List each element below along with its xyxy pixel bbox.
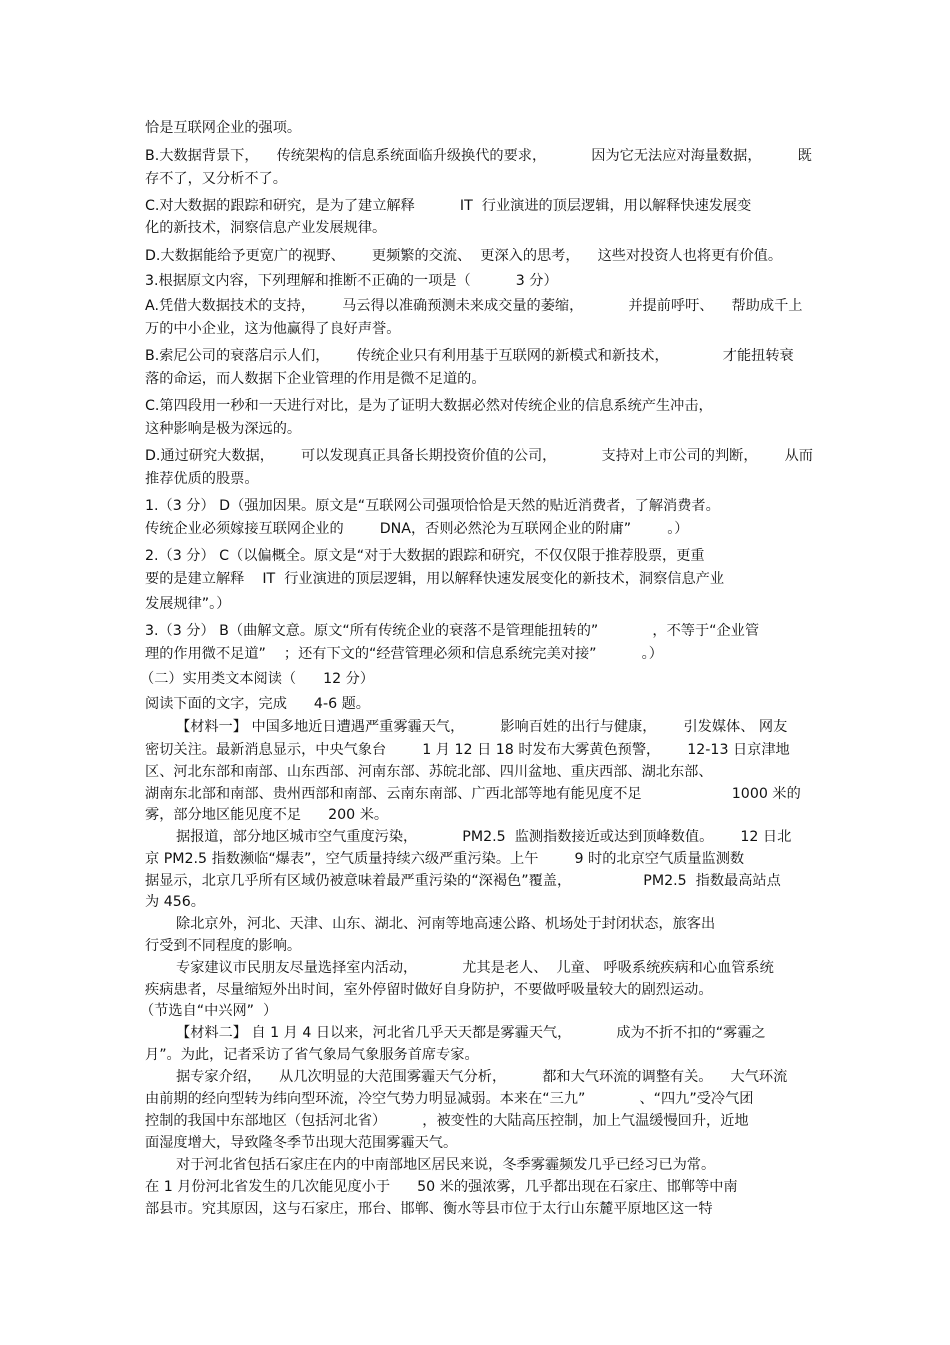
text-line: 恰是互联网企业的强项。 xyxy=(145,120,302,136)
paragraph-line: 据专家介绍， 从几次明显的大范围雾霾天气分析， 都和大气环流的调整有关。 大气环流 xyxy=(176,1069,788,1085)
text-line: 要的是建立解释 IT 行业演进的顶层逻辑，用以解释快速发展变化的新技术，洞察信息产业 xyxy=(145,571,725,587)
text-line: 由前期的经向型转为纬向型环流，冷空气势力明显减弱。本来在“三九” 、“四九”受冷气团 xyxy=(145,1091,754,1107)
text-line: 密切关注。最新消息显示，中央气象台 1 月 12 日 18 时发布大雾黄色预警， 12-13 日京津地 xyxy=(145,742,790,758)
paragraph-line: 专家建议市民朋友尽量选择室内活动， 尤其是老人、 儿童、 呼吸系统疾病和心血管系统 xyxy=(176,960,774,976)
text-line: 推荐优质的股票。 xyxy=(145,471,259,487)
section-heading: （二）实用类文本阅读（ 12 分） xyxy=(140,671,375,687)
option-b-line: B.大数据背景下， 传统架构的信息系统面临升级换代的要求， 因为它无法应对海量数据， 既 xyxy=(145,148,812,164)
text-line: 控制的我国中东部地区（包括河北省） ，被变性的大陆高压控制，加上气温缓慢回升，近地 xyxy=(145,1113,749,1129)
text-line: 化的新技术，洞察信息产业发展规律。 xyxy=(145,220,387,236)
text-line: 万的中小企业，这为他赢得了良好声誉。 xyxy=(145,321,401,337)
text-line: 这种影响是极为深远的。 xyxy=(145,421,302,437)
paragraph-line: 除北京外，河北、天津、山东、湖北、河南等地高速公路、机场处于封闭状态，旅客出 xyxy=(176,916,716,932)
answer-1-line: 1.（3 分） D（强加因果。原文是“互联网公司强项恰恰是天然的贴近消费者，了解消费者。 xyxy=(145,498,720,514)
option-c-line: C.对大数据的跟踪和研究，是为了建立解释 IT 行业演进的顶层逻辑，用以解释快速发展变 xyxy=(145,198,752,214)
text-line: 疾病患者，尽量缩短外出时间，室外停留时做好自身防护，不要做呼吸量较大的剧烈运动。 xyxy=(145,982,713,998)
text-line: 存不了，又分析不了。 xyxy=(145,171,287,187)
text-line: 落的命运，而人数据下企业管理的作用是微不足道的。 xyxy=(145,371,486,387)
answer-2-line: 2.（3 分） C（以偏概全。原文是“对于大数据的跟踪和研究，不仅仅限于推荐股票，更重 xyxy=(145,548,705,564)
option-d-line: D.大数据能给予更宽广的视野、 更频繁的交流、 更深入的思考， 这些对投资人也将更有价值。 xyxy=(145,248,783,264)
answer-3-line: 3.（3 分） B（曲解文意。原文“所有传统企业的衰落不是管理能扭转的” ，不等于“企业管 xyxy=(145,623,760,639)
text-line: 雾，部分地区能见度不足 200 米。 xyxy=(145,807,389,823)
text-line: 传统企业必须嫁接互联网企业的 DNA，否则必然沦为互联网企业的附庸” 。） xyxy=(145,521,689,537)
text-line: 据显示，北京几乎所有区域仍被意味着最严重污染的“深褐色”覆盖， PM2.5 指数最高站点 xyxy=(145,873,781,889)
source-note: （节选自“中兴网” ） xyxy=(140,1003,278,1019)
paragraph-line: 据报道，部分地区城市空气重度污染， PM2.5 监测指数接近或达到顶峰数值。 12 日北 xyxy=(176,829,792,845)
instruction-line: 阅读下面的文字，完成 4-6 题。 xyxy=(145,696,370,712)
text-line: 部县市。究其原因，这与石家庄，邢台、邯郸、衡水等县市位于太行山东麓平原地区这一特 xyxy=(145,1201,713,1217)
text-line: 月”。为此，记者采访了省气象局气象服务首席专家。 xyxy=(145,1047,479,1063)
option-d-line: D.通过研究大数据， 可以发现真正具备长期投资价值的公司， 支持对上市公司的判断， 从而 xyxy=(145,448,813,464)
option-b-line: B.索尼公司的衰落启示人们， 传统企业只有利用基于互联网的新模式和新技术， 才能扭转衰 xyxy=(145,348,794,364)
text-line: 发展规律”。） xyxy=(145,596,231,612)
paragraph-line: 对于河北省包括石家庄在内的中南部地区居民来说，冬季雾霾频发几乎已经习已为常。 xyxy=(176,1157,716,1173)
text-line: 京 PM2.5 指数濒临“爆表”，空气质量持续六级严重污染。上午 9 时的北京空气质量监测数 xyxy=(145,851,745,867)
option-a-line: A.凭借大数据技术的支持， 马云得以准确预测未来成交量的萎缩， 并提前呼吁、 帮助成千上 xyxy=(145,298,803,314)
text-line: 行受到不同程度的影响。 xyxy=(145,938,302,954)
text-line: 面湿度增大，导致隆冬季节出现大范围雾霾天气。 xyxy=(145,1135,458,1151)
material-2-line: 【材料二】 自 1 月 4 日以来，河北省几乎天天都是雾霾天气， 成为不折不扣的“雾霾之 xyxy=(176,1025,766,1041)
text-line: 理的作用微不足道” ；还有下文的“经营管理必须和信息系统完美对接” 。） xyxy=(145,646,663,662)
text-line: 区、河北东部和南部、山东西部、河南东部、苏皖北部、四川盆地、重庆西部、湖北东部、 xyxy=(145,764,713,780)
material-1-line: 【材料一】 中国多地近日遭遇严重雾霾天气， 影响百姓的出行与健康， 引发媒体、 网友 xyxy=(176,719,788,735)
text-line: 在 1 月份河北省发生的几次能见度小于 50 米的强浓雾，几乎都出现在石家庄、邯郸等中南 xyxy=(145,1179,738,1195)
text-line: 湖南东北部和南部、贵州西部和南部、云南东南部、广西北部等地有能见度不足 1000 米的 xyxy=(145,786,801,802)
option-c-line: C.第四段用一秒和一天进行对比，是为了证明大数据必然对传统企业的信息系统产生冲击， xyxy=(145,398,713,414)
question-3-stem: 3.根据原文内容，下列理解和推断不正确的一项是（ 3 分） xyxy=(145,273,558,289)
text-line: 为 456。 xyxy=(145,894,205,910)
